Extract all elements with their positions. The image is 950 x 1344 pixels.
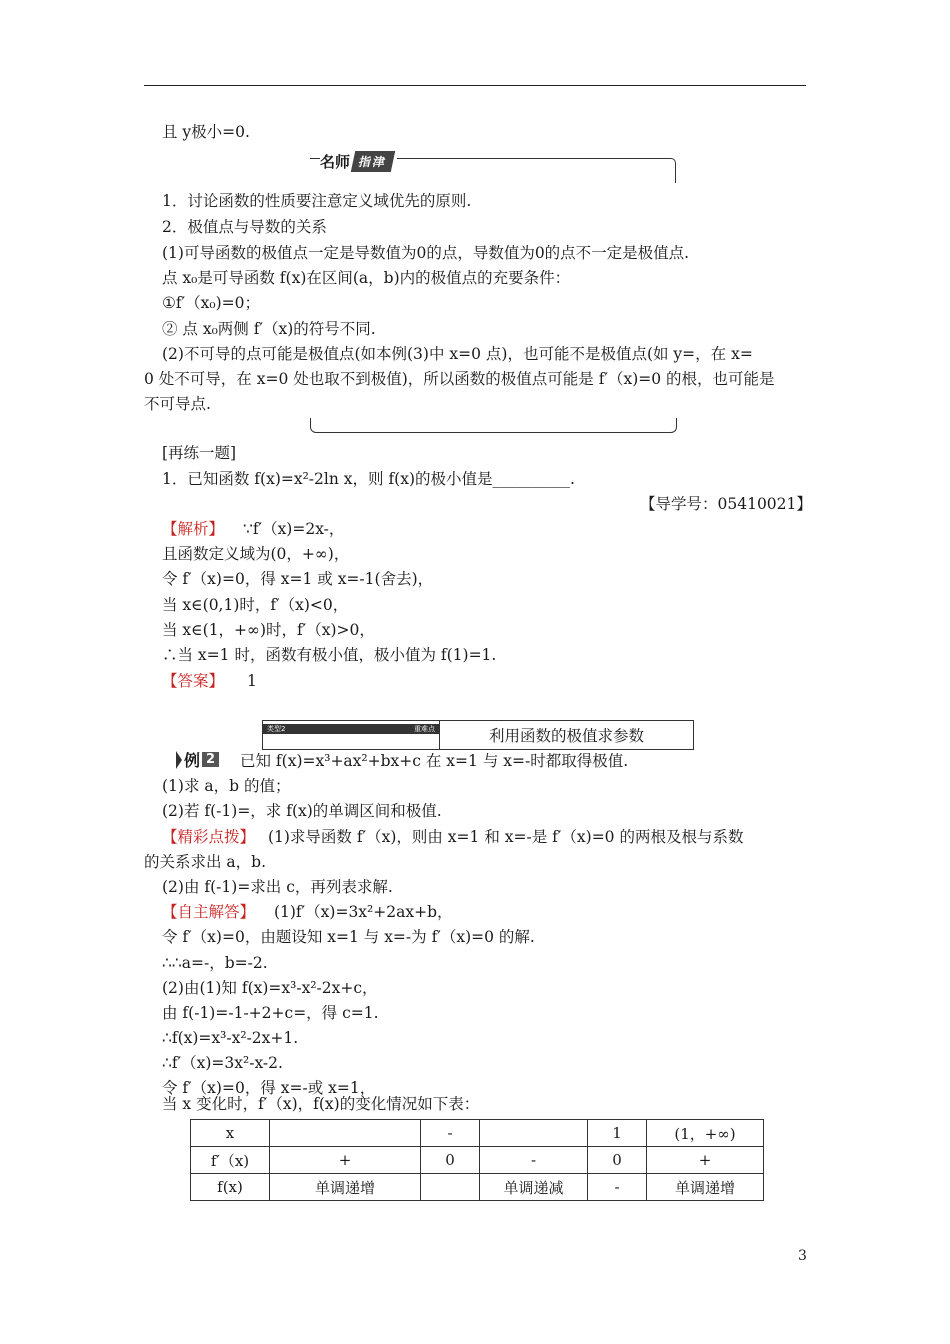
table-cell: 单调递减 [480, 1174, 588, 1201]
section-header [262, 720, 694, 750]
table-cell: + [270, 1147, 421, 1174]
hint-line: 的关系求出 a，b. [144, 853, 267, 871]
solution-line: ∴∴a=-，b=-2. [162, 954, 268, 972]
table-cell [421, 1174, 480, 1201]
triangle-icon [176, 751, 182, 769]
example-word: 例 [184, 751, 201, 770]
analysis-line: 令 f′（x)=0，得 x=1 或 x=-1(舍去)， [162, 570, 434, 588]
example-line: (2)若 f(-1)=，求 f(x)的单调区间和极值. [162, 802, 442, 820]
solution-line: 令 f′（x)=0，由题设知 x=1 与 x=-为 f′（x)=0 的解. [162, 928, 535, 946]
section-type-tag: 重难点 [414, 725, 435, 733]
section-type-label: 类型2 [267, 725, 286, 733]
solution-text: (1)f′（x)=3x²+2ax+b， [273, 903, 453, 921]
solution-line: 当 x 变化时，f′（x)，f(x)的变化情况如下表： [162, 1095, 480, 1113]
hint-line: (2)由 f(-1)=求出 c，再列表求解. [162, 878, 393, 896]
example-line: (1)求 a，b 的值； [162, 777, 291, 795]
example-label [176, 748, 219, 771]
example-number: 2 [202, 752, 219, 767]
section-title: 利用函数的极值求参数 [439, 721, 693, 749]
tip-line: 0 处不可导，在 x=0 处也取不到极值)，所以函数的极值点可能是 f′（x)=0 的根，也可能是 [144, 370, 775, 388]
tip-box-bottom [310, 418, 677, 433]
example-line: 已知 f(x)=x³+ax²+bx+c 在 x=1 与 x=-时都取得极值. [240, 752, 629, 770]
analysis-line: 且函数定义域为(0，+∞)， [162, 545, 350, 563]
table-cell: 1 [588, 1120, 647, 1147]
solution-tag: 【自主解答】 [162, 903, 256, 921]
table-cell: - [480, 1147, 588, 1174]
answer-value: 1 [246, 672, 257, 690]
analysis-text: ∵f′（x)=2x-， [242, 520, 345, 538]
table-cell: 0 [588, 1147, 647, 1174]
table-cell: (1，+∞) [647, 1120, 764, 1147]
page-number: 3 [798, 1248, 807, 1264]
solution-line [162, 901, 453, 923]
table-cell [480, 1120, 588, 1147]
practice-question: 1．已知函数 f(x)=x²-2ln x，则 f(x)的极小值是__________. [162, 470, 575, 488]
table-cell: 单调递增 [270, 1174, 421, 1201]
text-line: 且 y极小=0. [162, 123, 250, 141]
tip-line: (2)不可导的点可能是极值点(如本例(3)中 x=0 点)，也可能不是极值点(如 y=，在 x= [162, 345, 753, 363]
solution-line: 由 f(-1)=-1-+2+c=，得 c=1. [162, 1004, 379, 1022]
tip-title-main: 名师 [320, 152, 351, 171]
section-type-bar [263, 724, 439, 734]
table-cell [270, 1120, 421, 1147]
solution-line: 令 f′（x)=0，得 x=-或 x=1， [162, 1079, 376, 1097]
tip-line: (1)可导函数的极值点一定是导数值为0的点，导数值为0的点不一定是极值点. [162, 244, 690, 262]
tip-line: 2．极值点与导数的关系 [162, 218, 327, 236]
tip-line: 不可导点. [144, 395, 211, 413]
analysis-tag: 【解析】 [162, 520, 225, 538]
hint-text: (1)求导函数 f′（x)，则由 x=1 和 x=-是 f′（x)=0 的两根及根与系数 [267, 828, 744, 846]
table-cell: 0 [421, 1147, 480, 1174]
variation-table [190, 1119, 764, 1201]
tip-line: 1．讨论函数的性质要注意定义域优先的原则. [162, 192, 472, 210]
guide-number: 【导学号：05410021】 [640, 495, 812, 513]
table-row [191, 1120, 764, 1147]
tip-title-badge: 指津 [351, 151, 395, 172]
table-cell: 单调递增 [647, 1174, 764, 1201]
table-cell: - [421, 1120, 480, 1147]
analysis-line: ∴当 x=1 时，函数有极小值，极小值为 f(1)=1. [162, 646, 497, 664]
tip-line: ② 点 x₀两侧 f′（x)的符号不同. [162, 320, 376, 338]
tip-line: 点 x₀是可导函数 f(x)在区间(a，b)内的极值点的充要条件： [162, 269, 571, 287]
table-cell: f′（x) [191, 1147, 270, 1174]
answer-tag: 【答案】 [162, 672, 225, 690]
table-row [191, 1174, 764, 1201]
solution-line: ∴f(x)=x³-x²-2x+1. [162, 1029, 299, 1047]
answer-line [162, 670, 257, 692]
analysis-line [162, 518, 344, 540]
table-cell: x [191, 1120, 270, 1147]
header-rule [144, 85, 806, 86]
tip-box-title [320, 150, 397, 172]
analysis-line: 当 x∈(0,1)时，f′（x)<0， [162, 596, 349, 614]
table-cell: + [647, 1147, 764, 1174]
table-cell: - [588, 1174, 647, 1201]
practice-heading: [再练一题] [162, 444, 237, 462]
analysis-line: 当 x∈(1，+∞)时，f′（x)>0， [162, 621, 375, 639]
hint-tag: 【精彩点拨】 [162, 828, 256, 846]
table-cell: f(x) [191, 1174, 270, 1201]
table-row [191, 1147, 764, 1174]
tip-line: ①f′（x₀)=0； [162, 294, 261, 312]
solution-line: (2)由(1)知 f(x)=x³-x²-2x+c， [162, 979, 378, 997]
hint-line [162, 826, 743, 848]
solution-line: ∴f′（x)=3x²-x-2. [162, 1054, 283, 1072]
